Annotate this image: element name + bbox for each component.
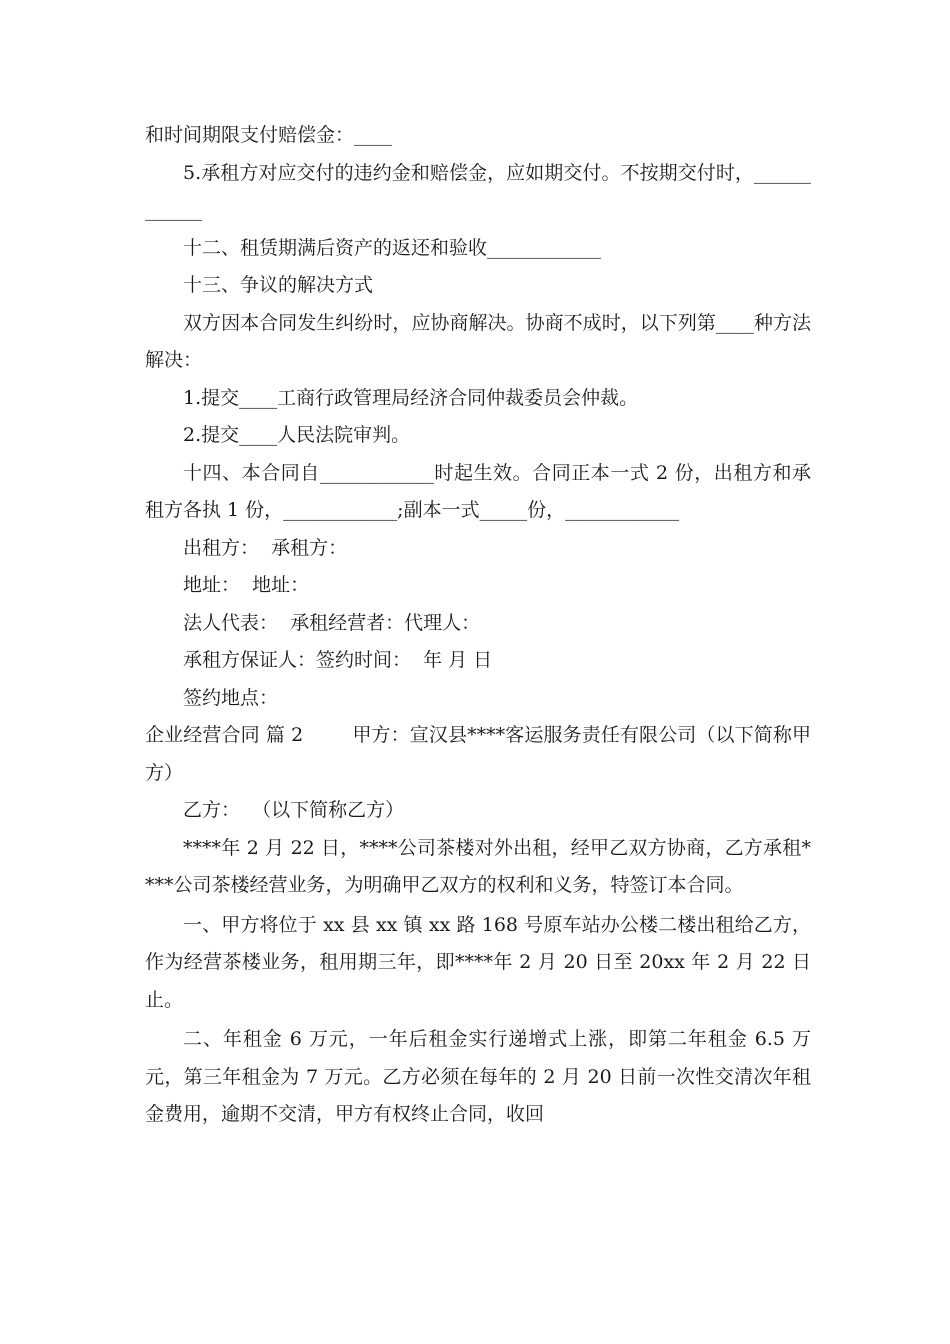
party-b-line: 乙方： （以下简称乙方） bbox=[183, 799, 405, 821]
document-body bbox=[145, 117, 811, 1134]
paragraph-dispute-resolution: 双方因本合同发生纠纷时，应协商解决。协商不成时，以下列第____种方法解决： bbox=[145, 311, 811, 371]
signature-address-line: 地址： 地址： bbox=[183, 574, 310, 596]
section-14-effective-date: 十四、本合同自____________时起生效。合同正本一式 2 份，出租方和承租方各执 1 份，____________;副本一式_____份，____________ bbox=[145, 461, 811, 521]
section-12-heading: 十二、租赁期满后资产的返还和验收____________ bbox=[183, 236, 602, 259]
paragraph-arbitration-option: 1.提交____工商行政管理局经济合同仲裁委员会仲裁。 bbox=[183, 386, 639, 409]
clause-1-premises: 一、甲方将位于 xx 县 xx 镇 xx 路 168 号原车站办公楼二楼出租给乙方，作为经营茶楼业务，租用期三年，即****年 2 月 20 日至 20xx 年 2 月 22 日止。 bbox=[145, 913, 811, 1011]
clause-2-rent: 二、年租金 6 万元，一年后租金实行递增式上涨，即第二年租金 6.5 万元，第三年租金为 7 万元。乙方必须在每年的 2 月 20 日前一次性交清次年租金费用，逾期不交清，甲方有权终止合同，收回 bbox=[145, 1028, 811, 1125]
signature-location-line: 签约地点： bbox=[183, 686, 279, 709]
paragraph-court-option: 2.提交____人民法院审判。 bbox=[183, 424, 411, 446]
paragraph-clause-5-payment: 5.承租方对应交付的违约金和赔偿金，应如期交付。不按期交付时，____________ bbox=[145, 161, 811, 221]
section-13-heading: 十三、争议的解决方式 bbox=[183, 274, 374, 296]
signature-guarantor-date-line: 承租方保证人：签约时间： 年 月 日 bbox=[183, 649, 493, 671]
signature-parties-line: 出租方： 承租方： bbox=[183, 536, 348, 559]
paragraph-compensation-deadline: 和时间期限支付赔偿金：____ bbox=[145, 124, 393, 146]
contract-2-title-party-a: 企业经营合同 篇 2 甲方：宣汉县****客运服务责任有限公司（以下简称甲方） bbox=[145, 724, 811, 784]
signature-representative-line: 法人代表： 承租经营者：代理人： bbox=[183, 611, 481, 634]
paragraph-contract-preamble: ****年 2 月 22 日，****公司茶楼对外出租，经甲乙双方协商，乙方承租****公司茶楼经营业务，为明确甲乙双方的权利和义务，特签订本合同。 bbox=[145, 836, 811, 896]
